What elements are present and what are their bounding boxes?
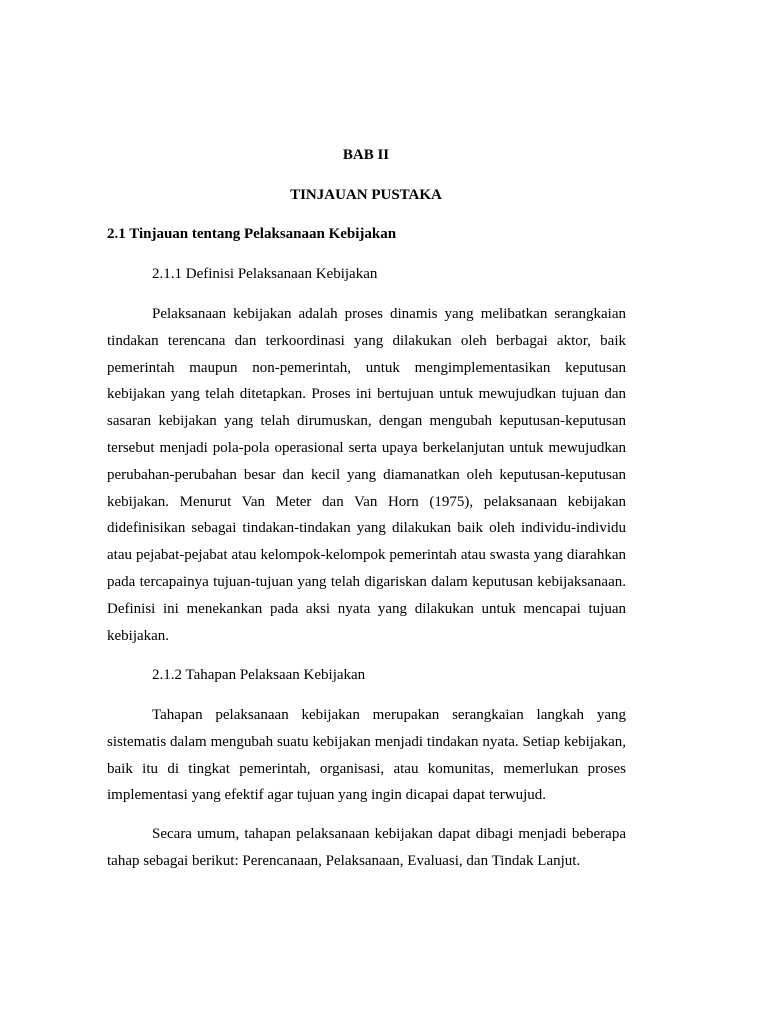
subsection-heading-definition: 2.1.1 Definisi Pelaksanaan Kebijakan	[152, 266, 378, 282]
chapter-title: TINJAUAN PUSTAKA	[290, 187, 442, 203]
chapter-number: BAB II	[342, 147, 390, 163]
paragraph-stages-intro: Tahapan pelaksanaan kebijakan merupakan serangkaian langkah yang sistematis dalam mengubah suatu kebijakan menjadi tindakan nyata. Setiap kebijakan, baik itu di tingkat pemerintah, organisasi, atau komunitas, memerlukan proses implementasi yang efektif agar tujuan yang ingin dicapai dapat terwujud.	[107, 707, 626, 804]
paragraph-stages-list: Secara umum, tahapan pelaksanaan kebijakan dapat dibagi menjadi beberapa tahap sebagai berikut: Perencanaan, Pelaksanaan, Evaluasi, dan Tindak Lanjut.	[107, 826, 626, 869]
paragraph-definition: Pelaksanaan kebijakan adalah proses dinamis yang melibatkan serangkaian tindakan terencana dan terkoordinasi yang dilakukan oleh berbagai aktor, baik pemerintah maupun non-pemerintah, untuk mengimplementasikan keputusan kebijakan yang telah ditetapkan. Proses ini bertujuan untuk mewujudkan tujuan dan sasaran kebijakan yang telah dirumuskan, dengan mengubah keputusan-keputusan tersebut menjadi pola-pola operasional serta upaya berkelanjutan untuk mewujudkan perubahan-perubahan besar dan kecil yang diamanatkan oleh keputusan-keputusan kebijakan. Menurut Van Meter dan Van Horn (1975), pelaksanaan kebijakan didefinisikan sebagai tindakan-tindakan yang dilakukan baik oleh individu-individu atau pejabat-pejabat atau kelompok-kelompok pemerintah atau swasta yang diarahkan pada tercapainya tujuan-tujuan yang telah digariskan dalam keputusan kebijaksanaan. Definisi ini menekankan pada aksi nyata yang dilakukan untuk mencapai tujuan kebijakan.	[107, 306, 626, 644]
section-heading: 2.1 Tinjauan tentang Pelaksanaan Kebijakan	[107, 226, 397, 242]
subsection-heading-stages: 2.1.2 Tahapan Pelaksaan Kebijakan	[152, 667, 366, 683]
